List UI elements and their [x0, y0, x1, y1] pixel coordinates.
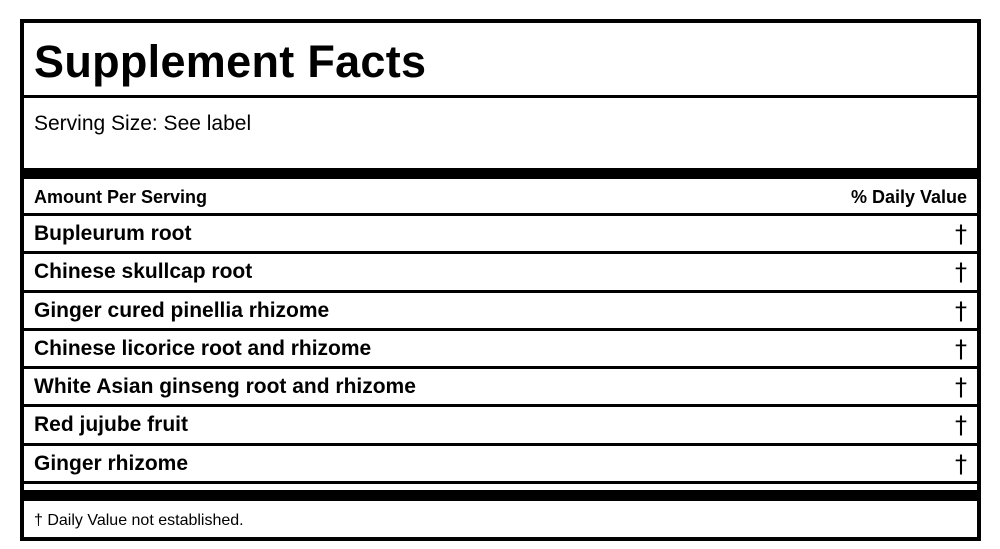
ingredient-name: Bupleurum root	[34, 222, 192, 245]
ingredient-name: Chinese licorice root and rhizome	[34, 336, 372, 360]
ingredient-row	[24, 328, 977, 366]
supplement-facts-panel	[20, 19, 981, 541]
row-divider-bottom	[24, 481, 977, 484]
ingredient-row	[24, 290, 977, 328]
daily-value-header: % Daily Value	[850, 187, 967, 207]
ingredient-daily-value: †	[955, 334, 967, 363]
ingredient-daily-value: †	[955, 411, 967, 440]
ingredient-name: Red jujube fruit	[34, 413, 188, 437]
serving-size: Serving Size: See label	[34, 112, 252, 135]
thick-divider-bottom	[24, 490, 977, 501]
ingredient-row	[24, 404, 977, 442]
title-section	[24, 23, 977, 98]
ingredient-row	[24, 213, 977, 251]
amount-per-serving-header: Amount Per Serving	[34, 187, 208, 207]
ingredient-name: Ginger cured pinellia rhizome	[34, 298, 330, 322]
ingredient-daily-value: †	[955, 296, 967, 325]
footnote: † Daily Value not established.	[34, 512, 244, 529]
ingredient-name: White Asian ginseng root and rhizome	[34, 375, 416, 399]
ingredient-row	[24, 443, 977, 481]
ingredient-daily-value: †	[955, 220, 967, 248]
ingredient-daily-value: †	[955, 449, 967, 478]
ingredient-name: Ginger rhizome	[34, 451, 189, 475]
ingredient-row	[24, 251, 977, 289]
ingredient-list	[24, 213, 977, 481]
column-header-row	[24, 179, 977, 213]
ingredient-name: Chinese skullcap root	[34, 260, 253, 284]
ingredient-row	[24, 366, 977, 404]
ingredient-daily-value: †	[955, 258, 967, 287]
thick-divider-top	[24, 168, 977, 179]
ingredient-daily-value: †	[955, 373, 967, 402]
panel-title: Supplement Facts	[34, 36, 427, 87]
